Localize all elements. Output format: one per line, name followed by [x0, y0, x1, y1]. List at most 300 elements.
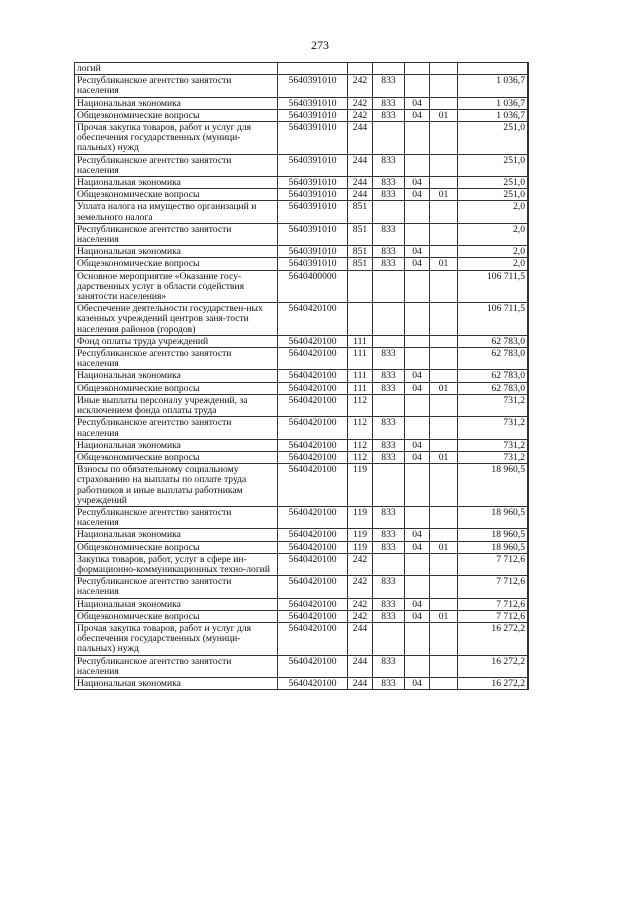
section-cell: [405, 464, 430, 507]
item-name-cell: Обеспечение деятельности государствен-ных казенных учреждений центров заня-тости населения районов (городов): [75, 303, 278, 336]
extra-cell: [528, 553, 529, 575]
target-code-cell: 5640420100: [278, 348, 348, 370]
table-row: [75, 506, 529, 528]
section-cell: [405, 75, 430, 97]
extra-cell: [528, 677, 529, 689]
grbs-cell: 833: [373, 189, 405, 201]
grbs-cell: 833: [373, 97, 405, 109]
expense-type-cell: 851: [348, 246, 373, 258]
table-row: [75, 529, 529, 541]
subsection-cell: [430, 63, 458, 75]
target-code-cell: 5640420100: [278, 553, 348, 575]
target-code-cell: 5640420100: [278, 394, 348, 416]
table-row: [75, 201, 529, 223]
target-code-cell: 5640391010: [278, 122, 348, 155]
target-code-cell: 5640391010: [278, 109, 348, 121]
section-cell: 04: [405, 598, 430, 610]
extra-cell: [528, 122, 529, 155]
extra-cell: [528, 189, 529, 201]
grbs-cell: 833: [373, 598, 405, 610]
item-name-cell: Уплата налога на имущество организаций и земельного налога: [75, 201, 278, 223]
grbs-cell: [373, 394, 405, 416]
section-cell: 04: [405, 177, 430, 189]
target-code-cell: 5640420100: [278, 451, 348, 463]
expense-type-cell: [348, 63, 373, 75]
section-cell: 04: [405, 439, 430, 451]
grbs-cell: 833: [373, 677, 405, 689]
section-cell: 04: [405, 97, 430, 109]
subsection-cell: [430, 529, 458, 541]
section-cell: 04: [405, 529, 430, 541]
amount-cell: 731,2: [458, 439, 528, 451]
subsection-cell: 01: [430, 258, 458, 270]
section-cell: [405, 417, 430, 439]
table-body: [75, 63, 529, 690]
extra-cell: [528, 303, 529, 336]
item-name-cell: Общеэкономические вопросы: [75, 258, 278, 270]
expense-type-cell: 244: [348, 189, 373, 201]
amount-cell: 62 783,0: [458, 348, 528, 370]
subsection-cell: [430, 439, 458, 451]
subsection-cell: [430, 246, 458, 258]
extra-cell: [528, 576, 529, 598]
subsection-cell: 01: [430, 382, 458, 394]
amount-cell: 251,0: [458, 177, 528, 189]
expense-type-cell: 244: [348, 677, 373, 689]
extra-cell: [528, 417, 529, 439]
extra-cell: [528, 464, 529, 507]
item-name-cell: Национальная экономика: [75, 439, 278, 451]
grbs-cell: 833: [373, 177, 405, 189]
subsection-cell: 01: [430, 109, 458, 121]
extra-cell: [528, 370, 529, 382]
section-cell: 04: [405, 451, 430, 463]
amount-cell: 2,0: [458, 201, 528, 223]
table-row: [75, 370, 529, 382]
item-name-cell: Общеэкономические вопросы: [75, 610, 278, 622]
target-code-cell: 5640391010: [278, 246, 348, 258]
grbs-cell: [373, 335, 405, 347]
table-row: [75, 189, 529, 201]
amount-cell: 18 960,5: [458, 529, 528, 541]
item-name-cell: Республиканское агентство занятости населения: [75, 348, 278, 370]
extra-cell: [528, 348, 529, 370]
grbs-cell: 833: [373, 417, 405, 439]
expense-type-cell: 111: [348, 348, 373, 370]
grbs-cell: 833: [373, 529, 405, 541]
item-name-cell: Национальная экономика: [75, 370, 278, 382]
extra-cell: [528, 335, 529, 347]
item-name-cell: Республиканское агентство занятости населения: [75, 655, 278, 677]
amount-cell: 62 783,0: [458, 335, 528, 347]
subsection-cell: [430, 303, 458, 336]
extra-cell: [528, 598, 529, 610]
expense-type-cell: 112: [348, 417, 373, 439]
item-name-cell: Общеэкономические вопросы: [75, 382, 278, 394]
item-name-cell: Национальная экономика: [75, 677, 278, 689]
extra-cell: [528, 529, 529, 541]
target-code-cell: 5640420100: [278, 464, 348, 507]
target-code-cell: 5640420100: [278, 655, 348, 677]
extra-cell: [528, 541, 529, 553]
subsection-cell: [430, 154, 458, 176]
target-code-cell: 5640391010: [278, 189, 348, 201]
grbs-cell: 833: [373, 541, 405, 553]
target-code-cell: 5640420100: [278, 677, 348, 689]
subsection-cell: [430, 335, 458, 347]
section-cell: 04: [405, 258, 430, 270]
table-row: [75, 177, 529, 189]
section-cell: [405, 63, 430, 75]
grbs-cell: 833: [373, 506, 405, 528]
amount-cell: 1 036,7: [458, 75, 528, 97]
subsection-cell: [430, 122, 458, 155]
extra-cell: [528, 610, 529, 622]
section-cell: 04: [405, 610, 430, 622]
extra-cell: [528, 154, 529, 176]
expense-type-cell: 242: [348, 109, 373, 121]
target-code-cell: 5640420100: [278, 576, 348, 598]
grbs-cell: [373, 464, 405, 507]
extra-cell: [528, 451, 529, 463]
section-cell: 04: [405, 109, 430, 121]
table-row: [75, 97, 529, 109]
amount-cell: 1 036,7: [458, 97, 528, 109]
grbs-cell: [373, 122, 405, 155]
target-code-cell: 5640420100: [278, 529, 348, 541]
grbs-cell: 833: [373, 348, 405, 370]
target-code-cell: 5640420100: [278, 610, 348, 622]
subsection-cell: [430, 348, 458, 370]
section-cell: [405, 655, 430, 677]
amount-cell: 731,2: [458, 417, 528, 439]
amount-cell: [458, 63, 528, 75]
subsection-cell: [430, 270, 458, 303]
grbs-cell: 833: [373, 576, 405, 598]
extra-cell: [528, 75, 529, 97]
target-code-cell: 5640420100: [278, 303, 348, 336]
target-code-cell: [278, 63, 348, 75]
target-code-cell: 5640420100: [278, 382, 348, 394]
subsection-cell: [430, 598, 458, 610]
table-row: [75, 394, 529, 416]
table-row: [75, 348, 529, 370]
item-name-cell: Фонд оплаты труда учреждений: [75, 335, 278, 347]
expense-type-cell: 244: [348, 122, 373, 155]
table-row: [75, 303, 529, 336]
amount-cell: 18 960,5: [458, 506, 528, 528]
target-code-cell: 5640391010: [278, 177, 348, 189]
grbs-cell: 833: [373, 246, 405, 258]
grbs-cell: [373, 270, 405, 303]
amount-cell: 731,2: [458, 394, 528, 416]
extra-cell: [528, 258, 529, 270]
table-row: [75, 417, 529, 439]
section-cell: 04: [405, 246, 430, 258]
expense-type-cell: 242: [348, 75, 373, 97]
subsection-cell: [430, 506, 458, 528]
grbs-cell: [373, 553, 405, 575]
amount-cell: 251,0: [458, 189, 528, 201]
grbs-cell: 833: [373, 382, 405, 394]
item-name-cell: Прочая закупка товаров, работ и услуг для обеспечения государственных (муници-пальных) нужд: [75, 122, 278, 155]
target-code-cell: 5640420100: [278, 439, 348, 451]
expense-type-cell: [348, 303, 373, 336]
amount-cell: 62 783,0: [458, 370, 528, 382]
expense-type-cell: 119: [348, 464, 373, 507]
expense-type-cell: 242: [348, 598, 373, 610]
table-row: [75, 610, 529, 622]
amount-cell: 18 960,5: [458, 541, 528, 553]
table-row: [75, 382, 529, 394]
amount-cell: 251,0: [458, 154, 528, 176]
grbs-cell: 833: [373, 109, 405, 121]
item-name-cell: Республиканское агентство занятости населения: [75, 417, 278, 439]
extra-cell: [528, 655, 529, 677]
expense-type-cell: 112: [348, 451, 373, 463]
subsection-cell: [430, 622, 458, 655]
table-row: [75, 335, 529, 347]
target-code-cell: 5640420100: [278, 622, 348, 655]
amount-cell: 62 783,0: [458, 382, 528, 394]
amount-cell: 2,0: [458, 258, 528, 270]
extra-cell: [528, 506, 529, 528]
target-code-cell: 5640391010: [278, 258, 348, 270]
item-name-cell: Национальная экономика: [75, 177, 278, 189]
grbs-cell: 833: [373, 370, 405, 382]
target-code-cell: 5640391010: [278, 154, 348, 176]
subsection-cell: [430, 177, 458, 189]
amount-cell: 7 712,6: [458, 610, 528, 622]
expense-type-cell: 242: [348, 97, 373, 109]
amount-cell: 1 036,7: [458, 109, 528, 121]
expense-type-cell: 112: [348, 394, 373, 416]
item-name-cell: Республиканское агентство занятости населения: [75, 223, 278, 245]
extra-cell: [528, 177, 529, 189]
table-row: [75, 464, 529, 507]
table-row: [75, 576, 529, 598]
table-row: [75, 553, 529, 575]
amount-cell: 2,0: [458, 246, 528, 258]
grbs-cell: 833: [373, 451, 405, 463]
expense-type-cell: 244: [348, 622, 373, 655]
expense-type-cell: 111: [348, 370, 373, 382]
item-name-cell: Общеэкономические вопросы: [75, 109, 278, 121]
expense-type-cell: 851: [348, 258, 373, 270]
expense-type-cell: 242: [348, 553, 373, 575]
section-cell: [405, 394, 430, 416]
table-row: [75, 109, 529, 121]
extra-cell: [528, 270, 529, 303]
table-row: [75, 451, 529, 463]
section-cell: [405, 303, 430, 336]
expense-type-cell: 242: [348, 610, 373, 622]
section-cell: [405, 122, 430, 155]
amount-cell: 7 712,6: [458, 576, 528, 598]
table-row: [75, 655, 529, 677]
section-cell: [405, 348, 430, 370]
item-name-cell: Общеэкономические вопросы: [75, 451, 278, 463]
item-name-cell: Национальная экономика: [75, 598, 278, 610]
target-code-cell: 5640391010: [278, 97, 348, 109]
table-row: [75, 122, 529, 155]
amount-cell: 106 711,5: [458, 270, 528, 303]
subsection-cell: [430, 464, 458, 507]
table-row: [75, 246, 529, 258]
expense-type-cell: [348, 270, 373, 303]
item-name-cell: Республиканское агентство занятости населения: [75, 154, 278, 176]
subsection-cell: 01: [430, 189, 458, 201]
expense-type-cell: 112: [348, 439, 373, 451]
section-cell: 04: [405, 541, 430, 553]
subsection-cell: [430, 223, 458, 245]
amount-cell: 7 712,6: [458, 553, 528, 575]
item-name-cell: Взносы по обязательному социальному страхованию на выплаты по оплате труда работников и иные выплаты работникам учреждений: [75, 464, 278, 507]
extra-cell: [528, 97, 529, 109]
item-name-cell: Общеэкономические вопросы: [75, 541, 278, 553]
section-cell: 04: [405, 382, 430, 394]
expense-type-cell: 851: [348, 201, 373, 223]
expense-type-cell: 119: [348, 506, 373, 528]
target-code-cell: 5640391010: [278, 223, 348, 245]
item-name-cell: Республиканское агентство занятости населения: [75, 506, 278, 528]
grbs-cell: 833: [373, 154, 405, 176]
grbs-cell: [373, 201, 405, 223]
item-name-cell: Национальная экономика: [75, 97, 278, 109]
expense-type-cell: 119: [348, 529, 373, 541]
subsection-cell: [430, 655, 458, 677]
grbs-cell: 833: [373, 75, 405, 97]
item-name-cell: Национальная экономика: [75, 529, 278, 541]
table-row: [75, 598, 529, 610]
table-row: [75, 541, 529, 553]
expense-type-cell: 244: [348, 177, 373, 189]
amount-cell: 16 272,2: [458, 655, 528, 677]
table-row: [75, 622, 529, 655]
extra-cell: [528, 109, 529, 121]
item-name-cell: Иные выплаты персоналу учреждений, за исключением фонда оплаты труда: [75, 394, 278, 416]
extra-cell: [528, 394, 529, 416]
extra-cell: [528, 223, 529, 245]
section-cell: [405, 506, 430, 528]
amount-cell: 106 711,5: [458, 303, 528, 336]
table-row: [75, 63, 529, 75]
subsection-cell: [430, 553, 458, 575]
extra-cell: [528, 63, 529, 75]
item-name-cell: логий: [75, 63, 278, 75]
grbs-cell: [373, 303, 405, 336]
amount-cell: 2,0: [458, 223, 528, 245]
table-row: [75, 270, 529, 303]
extra-cell: [528, 382, 529, 394]
target-code-cell: 5640420100: [278, 335, 348, 347]
section-cell: [405, 154, 430, 176]
subsection-cell: 01: [430, 610, 458, 622]
amount-cell: 16 272,2: [458, 677, 528, 689]
item-name-cell: Общеэкономические вопросы: [75, 189, 278, 201]
grbs-cell: 833: [373, 223, 405, 245]
subsection-cell: 01: [430, 541, 458, 553]
subsection-cell: [430, 677, 458, 689]
extra-cell: [528, 439, 529, 451]
item-name-cell: Республиканское агентство занятости населения: [75, 75, 278, 97]
expense-type-cell: 851: [348, 223, 373, 245]
expense-type-cell: 111: [348, 335, 373, 347]
page-number: 273: [311, 38, 329, 52]
amount-cell: 18 960,5: [458, 464, 528, 507]
expense-type-cell: 244: [348, 655, 373, 677]
subsection-cell: [430, 75, 458, 97]
target-code-cell: 5640420100: [278, 506, 348, 528]
grbs-cell: [373, 622, 405, 655]
section-cell: [405, 223, 430, 245]
expense-type-cell: 242: [348, 576, 373, 598]
target-code-cell: 5640420100: [278, 417, 348, 439]
amount-cell: 731,2: [458, 451, 528, 463]
budget-table: [74, 62, 529, 690]
target-code-cell: 5640391010: [278, 75, 348, 97]
target-code-cell: 5640391010: [278, 201, 348, 223]
table-row: [75, 75, 529, 97]
subsection-cell: [430, 417, 458, 439]
grbs-cell: [373, 63, 405, 75]
expense-type-cell: 111: [348, 382, 373, 394]
extra-cell: [528, 622, 529, 655]
target-code-cell: 5640420100: [278, 598, 348, 610]
table-row: [75, 439, 529, 451]
extra-cell: [528, 246, 529, 258]
table-row: [75, 154, 529, 176]
section-cell: 04: [405, 677, 430, 689]
item-name-cell: Прочая закупка товаров, работ и услуг для обеспечения государственных (муници-пальных) нужд: [75, 622, 278, 655]
subsection-cell: [430, 201, 458, 223]
section-cell: [405, 270, 430, 303]
subsection-cell: [430, 97, 458, 109]
extra-cell: [528, 201, 529, 223]
subsection-cell: [430, 576, 458, 598]
grbs-cell: 833: [373, 258, 405, 270]
section-cell: [405, 553, 430, 575]
item-name-cell: Закупка товаров, работ, услуг в сфере ин-формационно-коммуникационных техно-логий: [75, 553, 278, 575]
section-cell: [405, 576, 430, 598]
grbs-cell: 833: [373, 439, 405, 451]
target-code-cell: 5640420100: [278, 541, 348, 553]
table-row: [75, 258, 529, 270]
grbs-cell: 833: [373, 610, 405, 622]
section-cell: [405, 201, 430, 223]
section-cell: [405, 335, 430, 347]
amount-cell: 251,0: [458, 122, 528, 155]
subsection-cell: [430, 394, 458, 416]
item-name-cell: Основное мероприятие «Оказание госу-дарственных услуг в области содействия занятости населения»: [75, 270, 278, 303]
table-row: [75, 223, 529, 245]
section-cell: 04: [405, 370, 430, 382]
subsection-cell: [430, 370, 458, 382]
grbs-cell: 833: [373, 655, 405, 677]
amount-cell: 16 272,2: [458, 622, 528, 655]
subsection-cell: 01: [430, 451, 458, 463]
target-code-cell: 5640420100: [278, 370, 348, 382]
item-name-cell: Национальная экономика: [75, 246, 278, 258]
section-cell: [405, 622, 430, 655]
expense-type-cell: 244: [348, 154, 373, 176]
amount-cell: 7 712,6: [458, 598, 528, 610]
target-code-cell: 5640400000: [278, 270, 348, 303]
item-name-cell: Республиканское агентство занятости населения: [75, 576, 278, 598]
table-row: [75, 677, 529, 689]
section-cell: 04: [405, 189, 430, 201]
expense-type-cell: 119: [348, 541, 373, 553]
